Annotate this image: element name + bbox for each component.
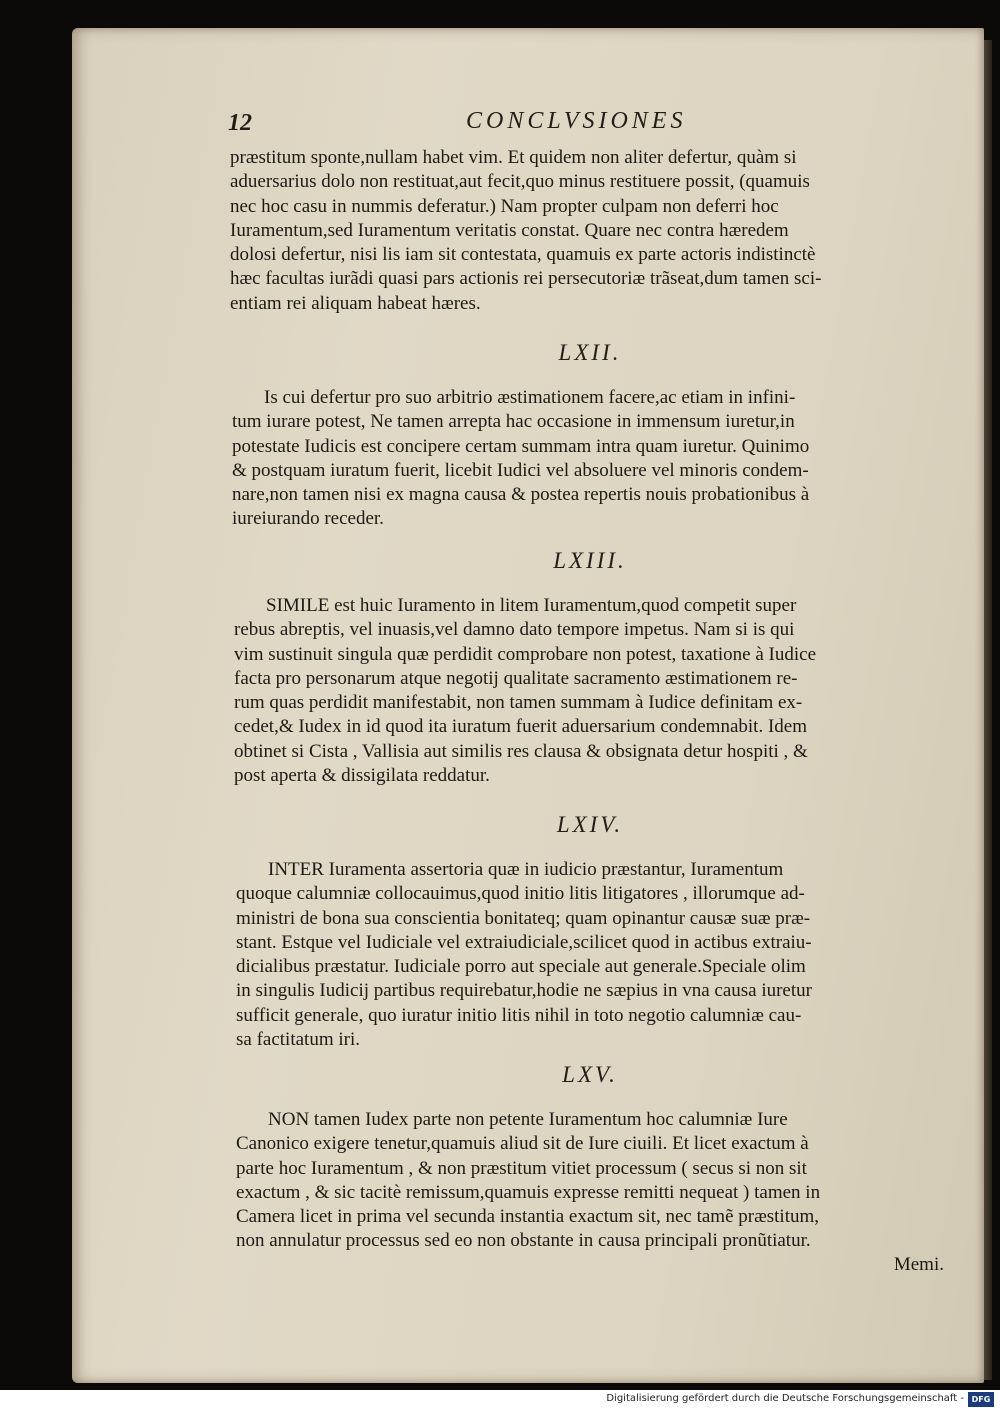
text-line: Iuramentum,sed Iuramentum veritatis constat. Quare nec contra hæredem: [230, 219, 789, 241]
text-line: potestate Iudicis est concipere certam summam intra quam iuretur. Quinimo: [232, 435, 810, 457]
text-line: dicialibus præstatur. Iudiciale porro aut speciale aut generale.Speciale olim: [236, 956, 806, 978]
text-line: exactum , & sic tacitè remissum,quamuis expresse remitti nequeat ) tamen in: [236, 1181, 821, 1203]
text-line: sufficit generale, quo iuratur initio litis nihil in toto negotio calumniæ cau-: [236, 1004, 802, 1026]
text-line: iureiurando receder.: [232, 508, 384, 530]
text-line: non annulatur processus sed eo non obstante in causa principali pronũtiatur.: [236, 1230, 811, 1252]
text-line: vim sustinuit singula quæ perdidit comprobare non potest, taxatione à Iudice: [234, 643, 817, 665]
text-line: stant. Estque vel Iudiciale vel extraiudiciale,scilicet quod in actibus extraiu-: [236, 931, 812, 953]
text-line: nare,non tamen nisi ex magna causa & postea repertis nouis probationibus à: [232, 484, 810, 506]
section-heading-lxiv: LXIV.: [556, 812, 624, 837]
text-line: obtinet si Cista , Vallisia aut similis res clausa & obsignata detur hospiti , &: [234, 740, 808, 762]
paragraph-lxv: [236, 1108, 944, 1254]
text-line: in singulis Iudicij partibus requirebatur,hodie ne sæpius in vna causa iuretur: [236, 980, 812, 1002]
paragraph-lxiii: [234, 594, 944, 788]
text-line: Camera licet in prima vel secunda instantia exactum sit, nec tamẽ præstitum,: [236, 1206, 820, 1228]
text-line: sa factitatum iri.: [236, 1029, 360, 1051]
catchword: Memi.: [893, 1254, 944, 1275]
text-line: aduersarius dolo non restituat,aut fecit,quo minus restituere possit, (quamuis: [230, 171, 810, 193]
running-head: [228, 108, 948, 140]
funding-credit: Digitalisierung gefördert durch die Deutsche Forschungsgemeinschaft -: [606, 1393, 964, 1404]
running-title: CONCLVSIONES: [466, 108, 687, 134]
dfg-logo-icon: DFG: [968, 1392, 994, 1407]
paragraph-lxiv: [236, 858, 944, 1052]
text-line: nec hoc casu in nummis deferatur.) Nam propter culpam non deferri hoc: [230, 195, 779, 217]
text-line: rum quas perdidit manifestabit, non tamen summam à Iudice definitam ex-: [234, 692, 803, 714]
text-line: facta pro personarum atque negotij qualitate sacramento æstimationem re-: [234, 667, 798, 689]
text-line: NON tamen Iudex parte non petente Iuramentum hoc calumniæ Iure: [268, 1109, 788, 1130]
digitization-footer: [0, 1390, 1000, 1410]
text-line: Canonico exigere tenetur,quamuis aliud sit de Iure ciuili. Et licet exactum à: [236, 1133, 809, 1155]
paragraph-lxii: [232, 386, 944, 532]
section-heading-lxiii: LXIII.: [553, 548, 627, 573]
text-line: entiam rei aliquam habeat hæres.: [230, 292, 481, 314]
text-line: & postquam iuratum fuerit, licebit Iudici vel absoluere vel minoris condem-: [232, 459, 809, 481]
text-line: ministri de bona sua conscientia bonitateq; quam opinantur causæ suæ præ-: [236, 907, 811, 929]
text-line: quoque calumniæ collocauimus,quod initio litis litigatores , illorumque ad-: [236, 883, 805, 905]
text-line: dolosi defertur, nisi lis iam sit contestata, quamuis ex parte actoris indistinctè: [230, 244, 816, 266]
page-number: 12: [228, 110, 252, 136]
text-line: INTER Iuramenta assertoria quæ in iudicio præstantur, Iuramentum: [268, 859, 784, 880]
text-line: SIMILE est huic Iuramento in litem Iuramentum,quod competit super: [266, 595, 797, 616]
text-line: tum iurare potest, Ne tamen arrepta hac occasione in immensum iuretur,in: [232, 411, 795, 433]
text-line: hæc facultas iurãdi quasi pars actionis rei persecutoriæ trãseat,dum tamen sci-: [230, 268, 822, 290]
text-line: parte hoc Iuramentum , & non præstitum vitiet processum ( secus si non sit: [236, 1157, 807, 1179]
text-line: præstitum sponte,nullam habet vim. Et quidem non aliter defertur, quàm si: [230, 147, 797, 168]
text-line: post aperta & dissigilata reddatur.: [234, 765, 490, 787]
text-line: rebus abreptis, vel inuasis,vel damno dato tempore impetus. Nam si is qui: [234, 619, 795, 641]
section-heading-lxii: LXII.: [558, 340, 622, 365]
text-line: Is cui defertur pro suo arbitrio æstimationem facere,ac etiam in infini-: [264, 387, 796, 408]
paragraph-continuation: [230, 146, 944, 316]
text-line: cedet,& Iudex in id quod ita iuratum fuerit aduersarium condemnabit. Idem: [234, 716, 807, 738]
section-heading-lxv: LXV.: [562, 1062, 618, 1087]
